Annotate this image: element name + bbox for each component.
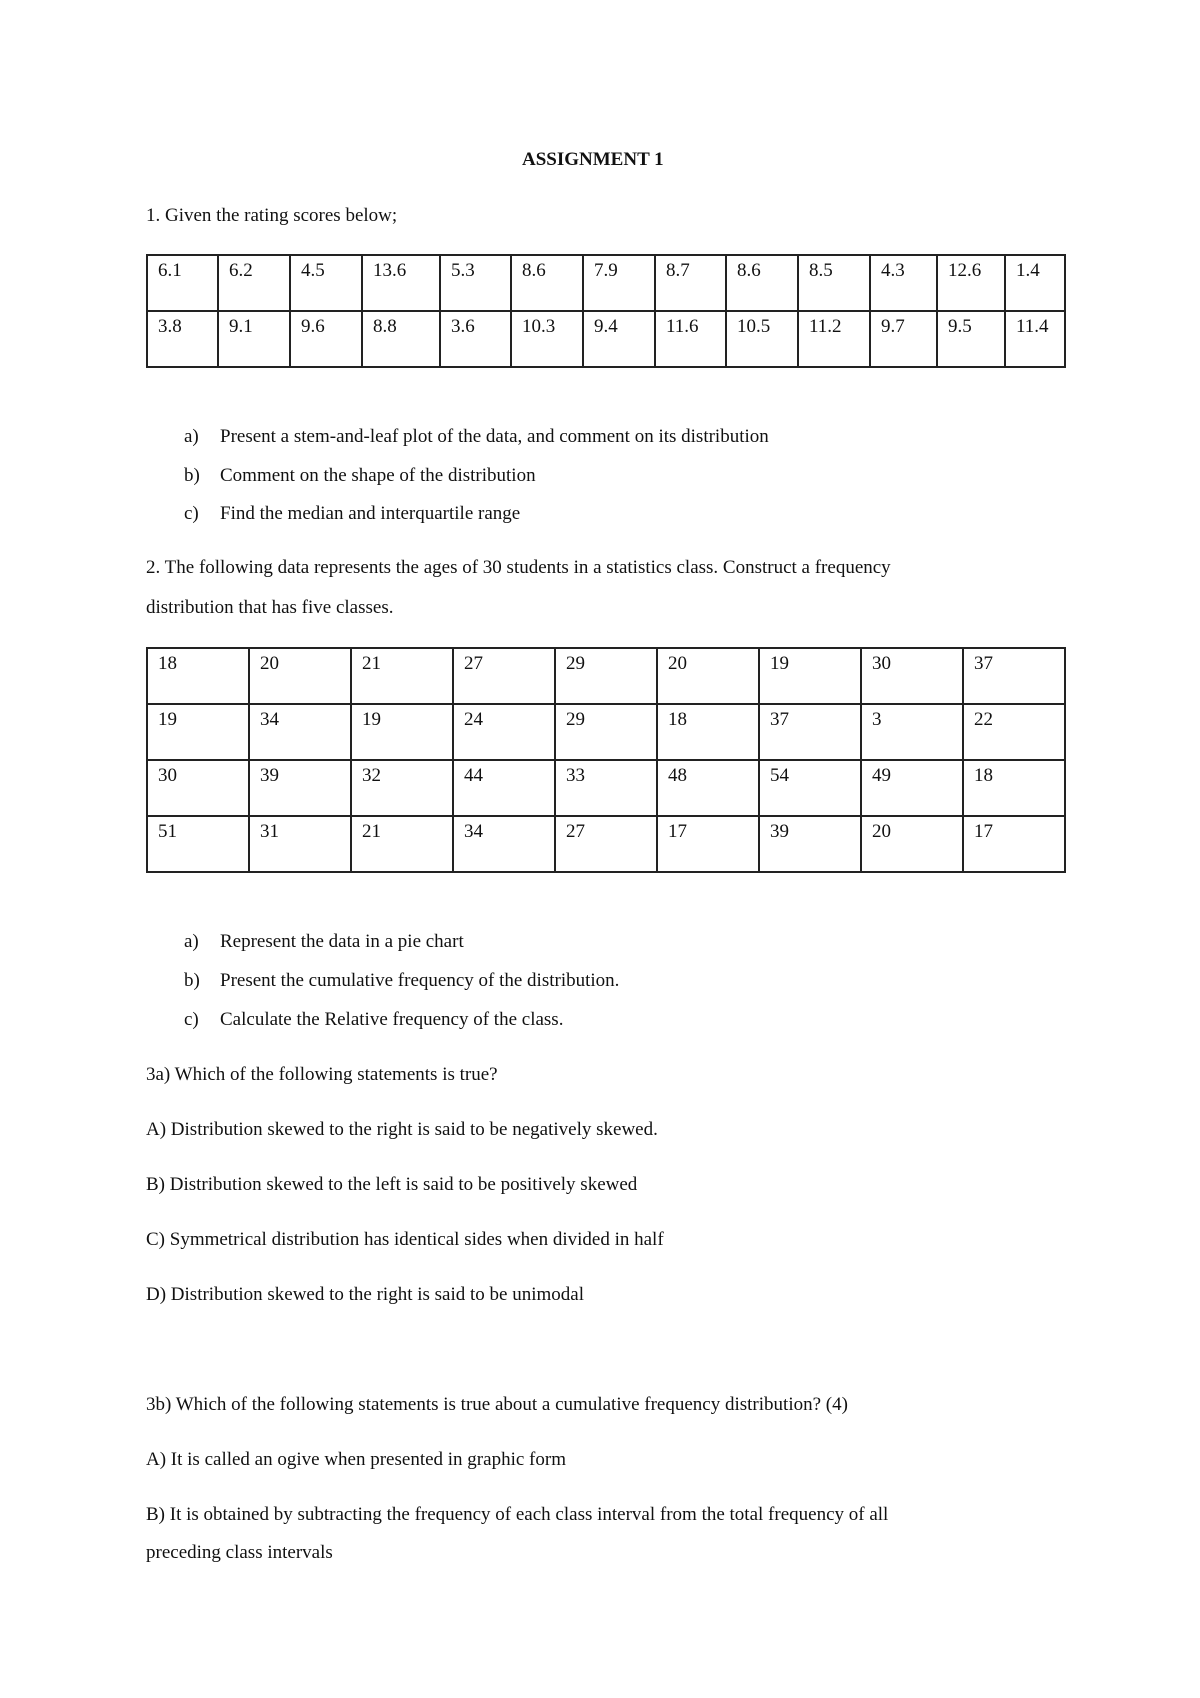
rating-score-cell: 8.6 — [511, 255, 583, 311]
student-age-cell: 30 — [861, 648, 963, 704]
student-ages-table — [146, 647, 1066, 873]
rating-score-cell: 8.7 — [655, 255, 726, 311]
student-age-cell: 27 — [555, 816, 657, 872]
student-age-cell: 48 — [657, 760, 759, 816]
student-age-cell: 20 — [249, 648, 351, 704]
rating-score-cell: 11.4 — [1005, 311, 1065, 367]
student-age-cell: 31 — [249, 816, 351, 872]
student-age-cell: 34 — [249, 704, 351, 760]
rating-score-cell: 9.6 — [290, 311, 362, 367]
student-age-cell: 29 — [555, 704, 657, 760]
rating-score-cell: 9.4 — [583, 311, 655, 367]
student-age-cell: 27 — [453, 648, 555, 704]
item-text: Comment on the shape of the distribution — [220, 465, 536, 486]
q1-intro: 1. Given the rating scores below; — [146, 205, 398, 226]
student-age-cell: 18 — [657, 704, 759, 760]
item-marker: b) — [184, 970, 200, 991]
rating-score-cell: 6.2 — [218, 255, 290, 311]
rating-score-cell: 7.9 — [583, 255, 655, 311]
q3a-question: 3a) Which of the following statements is true? — [146, 1064, 498, 1085]
student-age-cell: 19 — [759, 648, 861, 704]
student-age-cell: 22 — [963, 704, 1065, 760]
student-age-cell: 21 — [351, 816, 453, 872]
q2-intro-line2: distribution that has five classes. — [146, 597, 394, 618]
item-marker: c) — [184, 503, 199, 524]
student-age-cell: 3 — [861, 704, 963, 760]
rating-score-cell: 11.2 — [798, 311, 870, 367]
rating-score-cell: 3.8 — [147, 311, 218, 367]
q3b-option-b: B) It is obtained by subtracting the frequency of each class interval from the total frequency of all — [146, 1504, 889, 1525]
rating-score-cell: 9.5 — [937, 311, 1005, 367]
rating-score-cell: 9.7 — [870, 311, 937, 367]
rating-score-cell: 13.6 — [362, 255, 440, 311]
student-age-cell: 37 — [759, 704, 861, 760]
student-age-cell: 39 — [759, 816, 861, 872]
item-marker: a) — [184, 931, 199, 952]
rating-score-cell: 9.1 — [218, 311, 290, 367]
student-age-cell: 20 — [657, 648, 759, 704]
rating-scores-table — [146, 254, 1066, 368]
item-text: Present the cumulative frequency of the distribution. — [220, 970, 620, 991]
assignment-title: ASSIGNMENT 1 — [522, 149, 664, 170]
student-age-cell: 18 — [963, 760, 1065, 816]
item-text: Calculate the Relative frequency of the class. — [220, 1009, 564, 1030]
rating-score-cell: 10.5 — [726, 311, 798, 367]
student-age-cell: 49 — [861, 760, 963, 816]
student-age-cell: 20 — [861, 816, 963, 872]
student-age-cell: 19 — [351, 704, 453, 760]
rating-score-cell: 10.3 — [511, 311, 583, 367]
q3b-question: 3b) Which of the following statements is true about a cumulative frequency distribution? (4) — [146, 1394, 848, 1415]
table-row — [147, 255, 1065, 311]
table-row — [147, 648, 1065, 704]
student-age-cell: 44 — [453, 760, 555, 816]
item-text: Present a stem-and-leaf plot of the data, and comment on its distribution — [220, 426, 769, 447]
q3b-option-a: A) It is called an ogive when presented in graphic form — [146, 1449, 566, 1470]
rating-score-cell: 11.6 — [655, 311, 726, 367]
student-age-cell: 33 — [555, 760, 657, 816]
student-ages-body — [147, 648, 1065, 872]
student-age-cell: 39 — [249, 760, 351, 816]
rating-score-cell: 4.5 — [290, 255, 362, 311]
rating-score-cell: 6.1 — [147, 255, 218, 311]
rating-scores-body — [147, 255, 1065, 367]
item-text: Find the median and interquartile range — [220, 503, 521, 524]
student-age-cell: 51 — [147, 816, 249, 872]
table-row — [147, 311, 1065, 367]
student-age-cell: 29 — [555, 648, 657, 704]
student-age-cell: 17 — [963, 816, 1065, 872]
student-age-cell: 54 — [759, 760, 861, 816]
table-row — [147, 704, 1065, 760]
q3a-option-c: C) Symmetrical distribution has identical sides when divided in half — [146, 1229, 664, 1250]
q3a-option-b: B) Distribution skewed to the left is said to be positively skewed — [146, 1174, 638, 1195]
student-age-cell: 17 — [657, 816, 759, 872]
student-age-cell: 18 — [147, 648, 249, 704]
rating-score-cell: 12.6 — [937, 255, 1005, 311]
table-row — [147, 816, 1065, 872]
student-age-cell: 30 — [147, 760, 249, 816]
rating-score-cell: 4.3 — [870, 255, 937, 311]
q3a-option-d: D) Distribution skewed to the right is said to be unimodal — [146, 1284, 585, 1305]
q3b-option-b-continuation: preceding class intervals — [146, 1542, 333, 1563]
student-age-cell: 24 — [453, 704, 555, 760]
q3a-option-a: A) Distribution skewed to the right is said to be negatively skewed. — [146, 1119, 658, 1140]
student-age-cell: 21 — [351, 648, 453, 704]
item-marker: a) — [184, 426, 199, 447]
item-marker: b) — [184, 465, 200, 486]
item-text: Represent the data in a pie chart — [220, 931, 464, 952]
student-age-cell: 34 — [453, 816, 555, 872]
rating-score-cell: 8.5 — [798, 255, 870, 311]
rating-score-cell: 8.8 — [362, 311, 440, 367]
student-age-cell: 32 — [351, 760, 453, 816]
rating-score-cell: 1.4 — [1005, 255, 1065, 311]
rating-score-cell: 5.3 — [440, 255, 511, 311]
table-row — [147, 760, 1065, 816]
item-marker: c) — [184, 1009, 199, 1030]
q2-intro-line1: 2. The following data represents the ages of 30 students in a statistics class. Construct a frequency — [146, 557, 891, 578]
rating-score-cell: 3.6 — [440, 311, 511, 367]
student-age-cell: 37 — [963, 648, 1065, 704]
student-age-cell: 19 — [147, 704, 249, 760]
rating-score-cell: 8.6 — [726, 255, 798, 311]
